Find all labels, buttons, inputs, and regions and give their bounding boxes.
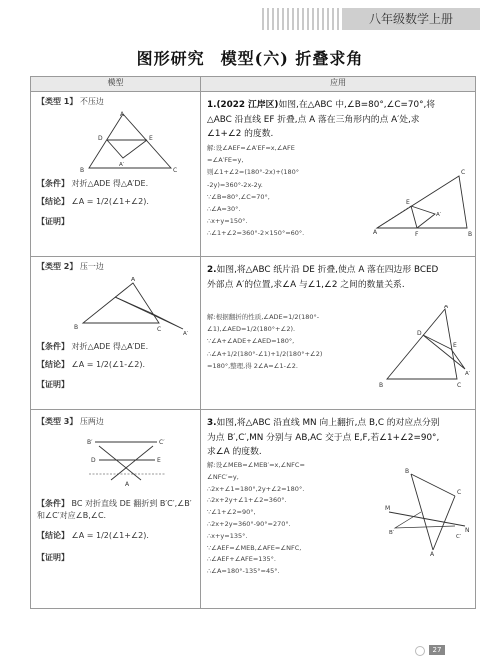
svg-text:A: A [125,481,130,488]
question-figure-3 [385,466,473,556]
condition-tag: 【条件】 [37,499,69,508]
svg-text:C: C [173,167,178,174]
svg-text:A: A [131,277,136,283]
svg-text:E: E [406,199,410,206]
table-header-row [31,77,476,92]
title-left: 图形研究 [136,49,205,68]
header-decoration [262,8,342,30]
model-figure-3 [85,430,175,488]
model-cell-3 [31,410,200,608]
svg-text:B′: B′ [389,530,395,536]
svg-text:C′: C′ [456,534,462,540]
page-title [0,46,500,69]
conclusion-tag: 【结论】 [37,360,69,369]
proof-tag: 【证明】 [37,553,69,562]
conclusion-tag: 【结论】 [37,531,69,540]
svg-text:A′: A′ [119,162,125,168]
solution-3: 解:设∠MEB=∠MEB′=x,∠NFC= ∠NFC′=y, ∴2x+∠1=180°,2y+∠2=180°. ∴2x+2y+∠1+∠2=360°. ∵∠1+∠2=90°, ∴2x+2y=360°-90°=270°. ∴x+y=135°. ∵∠AEF=∠MEB,∠AFE=∠NFC, ∴∠AEF+∠AFE=135°. ∴∠A=180°-135°=45°. [207,461,305,576]
svg-text:A: A [373,229,378,236]
model-cell-2 [31,257,200,409]
svg-text:C: C [157,326,162,333]
svg-text:N: N [465,527,470,534]
type-tag: 【类型 2】 [37,262,78,271]
svg-text:E: E [149,135,153,142]
table-row [31,257,476,410]
proof-tag: 【证明】 [37,380,69,389]
solution-1: 解:设∠AEF=∠A′EF=x,∠AFE =∠A′FE=y, 则∠1+∠2=(180°-2x)+(180° -2y)=360°-2x-2y. ∵∠B=80°,∠C=70°, ∴∠A=30°. ∴x+y=150°. ∴∠1+∠2=360°-2×150°=60°. [207,144,305,238]
svg-text:B: B [468,231,473,238]
application-cell-1 [201,92,475,256]
type-name: 不压边 [79,97,104,106]
svg-text:E: E [157,457,161,464]
table-row [31,410,476,609]
condition-text: 对折△ADE 得△A′DE. [71,342,149,351]
condition-text: BC 对折直线 DE 翻折到 B′C′,∠B′和∠C′对应∠B,∠C. [37,499,192,520]
question-figure-1 [373,144,473,240]
title-right: 模型(六) 折叠求角 [220,49,364,68]
svg-text:F: F [415,231,419,238]
page-dot-decoration [415,646,425,656]
svg-text:B: B [379,382,384,389]
application-cell-2 [201,257,475,409]
conclusion-tag: 【结论】 [37,197,69,206]
svg-text:C: C [457,489,462,496]
type-name: 压两边 [79,417,104,426]
svg-text:D: D [91,457,96,464]
solution-2: 解:根据翻折的性质,∠ADE=1/2(180°- ∠1),∠AED=1/2(180°+∠2). ∵∠A+∠ADE+∠AED=180°, ∴∠A+1/2(180°-∠1)+1/2(180°+∠2) =180°,整理,得 2∠A=∠1-∠2. [207,313,323,370]
svg-text:B: B [405,468,410,475]
svg-text:A′: A′ [183,331,189,337]
svg-text:B′: B′ [87,439,93,446]
header-model: 模型 [31,77,201,92]
header-book-title: 八年级数学上册 [342,8,480,30]
condition-tag: 【条件】 [37,179,69,188]
svg-text:C′: C′ [159,439,165,446]
conclusion-text: ∠A = 1/2(∠1+∠2). [71,531,149,540]
model-figure-2 [71,277,191,337]
svg-text:B: B [80,167,85,174]
svg-text:M: M [385,505,391,512]
type-tag: 【类型 3】 [37,417,78,426]
model-cell-1 [31,92,200,256]
svg-text:A′: A′ [465,371,471,377]
conclusion-text: ∠A = 1/2(∠1+∠2). [71,197,149,206]
table-row [31,92,476,257]
svg-text:D: D [98,135,103,142]
question-3: 3.如图,将△ABC 沿直线 MN 向上翻折,点 B,C 的对应点分别为点 B′,C′,MN 分别与 AB,AC 交于点 E,F,若∠1+∠2=90°,求∠A 的度数. [207,418,440,457]
svg-text:D: D [417,330,422,337]
question-1: 1.(2022 江岸区)如图,在△ABC 中,∠B=80°,∠C=70°,将△ABC 沿直线 EF 折叠,点 A 落在三角形内的点 A′处,求∠1+∠2 的度数. [207,100,436,139]
conclusion-text: ∠A = 1/2(∠1-∠2). [71,360,146,369]
proof-tag: 【证明】 [37,217,69,226]
condition-text: 对折△ADE 得△A′DE. [71,179,149,188]
type-tag: 【类型 1】 [37,97,78,106]
model-figure-1 [71,110,181,174]
svg-text:B: B [74,324,79,331]
condition-tag: 【条件】 [37,342,69,351]
model-table [30,76,476,609]
type-name: 压一边 [79,262,104,271]
page-number: 27 [429,645,445,655]
svg-text:A: A [120,111,125,118]
question-2: 2.如图,将△ABC 纸片沿 DE 折叠,使点 A 落在四边形 BCED 外部点 A′的位置,求∠A 与∠1,∠2 之间的数量关系. [207,265,439,290]
svg-text:E: E [453,342,457,349]
svg-text:C: C [457,382,462,389]
question-figure-2 [379,305,473,405]
svg-text:C: C [461,169,466,176]
header-application: 应用 [201,77,476,92]
svg-text:A: A [444,305,449,310]
application-cell-3 [201,410,475,608]
svg-text:A: A [430,551,435,556]
svg-text:A′: A′ [436,212,442,218]
